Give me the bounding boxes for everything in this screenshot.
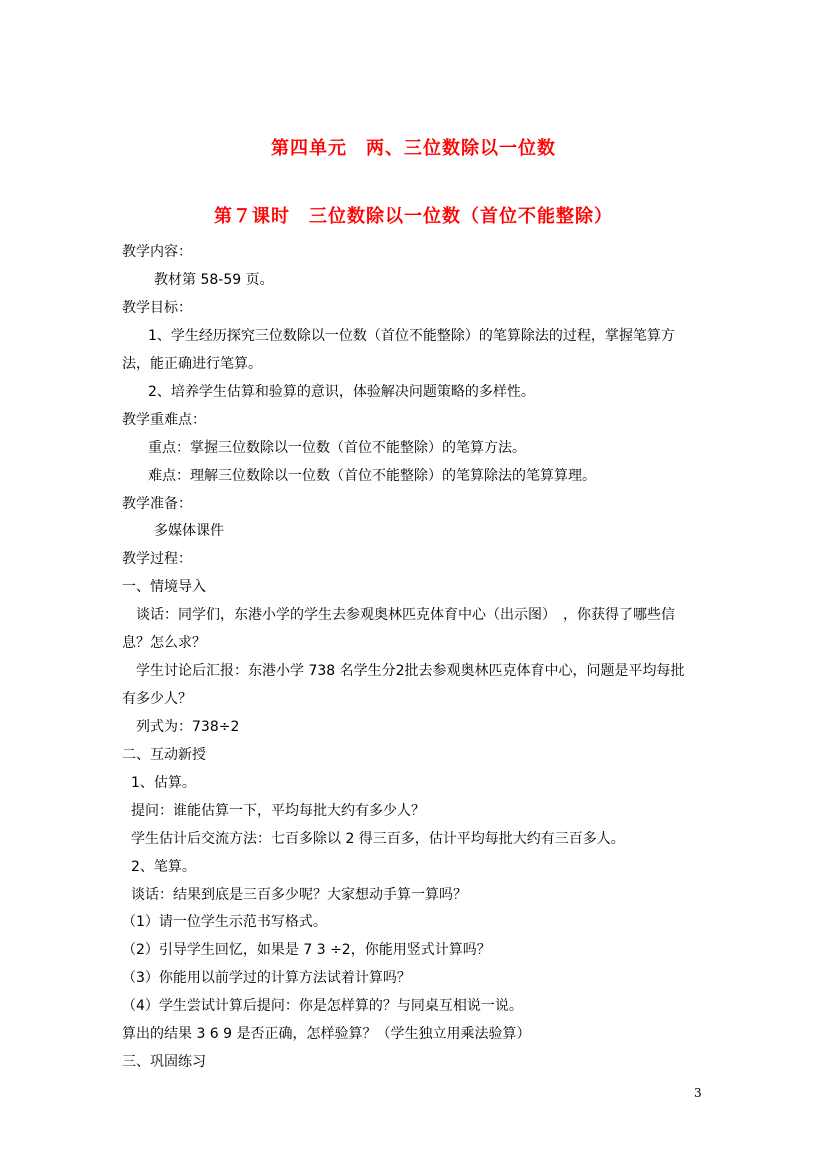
body-line: 教材第 58-59 页。 [154, 272, 274, 288]
body-line: 学生讨论后汇报：东港小学 738 名学生分2批去参观奥林匹克体育中心，问题是平均每批 [136, 663, 685, 679]
document-subtitle: 第７课时 三位数除以一位数（首位不能整除） [214, 206, 613, 227]
body-line: （4）学生尝试计算后提问：你是怎样算的？与同桌互相说一说。 [122, 998, 523, 1014]
body-line: 法，能正确进行笔算。 [122, 356, 262, 372]
body-line: 列式为：738÷2 [136, 719, 240, 735]
body-line: 难点：理解三位数除以一位数（首位不能整除）的笔算除法的笔算算理。 [148, 468, 596, 484]
body-line: （3）你能用以前学过的计算方法试着计算吗？ [122, 970, 411, 986]
body-line: 息？怎么求？ [122, 635, 206, 651]
body-line: 有多少人？ [122, 691, 192, 707]
body-line: （1）请一位学生示范书写格式。 [122, 914, 327, 930]
body-line: （2）引导学生回忆，如果是 7 3 ÷2，你能用竖式计算吗？ [122, 942, 491, 958]
body-line: 2、笔算。 [131, 859, 196, 875]
body-line: 教学目标： [122, 300, 192, 316]
body-line: 1、估算。 [131, 775, 196, 791]
body-line: 重点：掌握三位数除以一位数（首位不能整除）的笔算方法。 [148, 440, 526, 456]
body-line: 二、互动新授 [122, 747, 206, 763]
body-line: 谈话：同学们，东港小学的学生去参观奥林匹克体育中心（出示图） ，你获得了哪些信 [136, 607, 675, 623]
body-line: 提问：谁能估算一下，平均每批大约有多少人？ [131, 803, 425, 819]
body-line: 一、情境导入 [122, 579, 206, 595]
body-line: 教学重难点： [122, 412, 206, 428]
page-number: 3 [694, 1086, 702, 1100]
body-line: 教学过程： [122, 551, 192, 567]
body-line: 谈话：结果到底是三百多少呢？大家想动手算一算吗？ [131, 887, 467, 903]
body-line: 教学内容： [122, 244, 192, 260]
body-line: 算出的结果 3 6 9 是否正确，怎样验算？（学生独立用乘法验算） [122, 1026, 531, 1042]
document-title: 第四单元 两、三位数除以一位数 [271, 138, 556, 159]
body-line: 2、培养学生估算和验算的意识，体验解决问题策略的多样性。 [148, 384, 535, 400]
body-line: 三、巩固练习 [122, 1054, 206, 1070]
body-line: 学生估计后交流方法：七百多除以 2 得三百多，估计平均每批大约有三百多人。 [131, 831, 625, 847]
body-line: 教学准备： [122, 496, 192, 512]
body-line: 多媒体课件 [154, 523, 224, 539]
body-line: 1、学生经历探究三位数除以一位数（首位不能整除）的笔算除法的过程，掌握笔算方 [148, 328, 675, 344]
